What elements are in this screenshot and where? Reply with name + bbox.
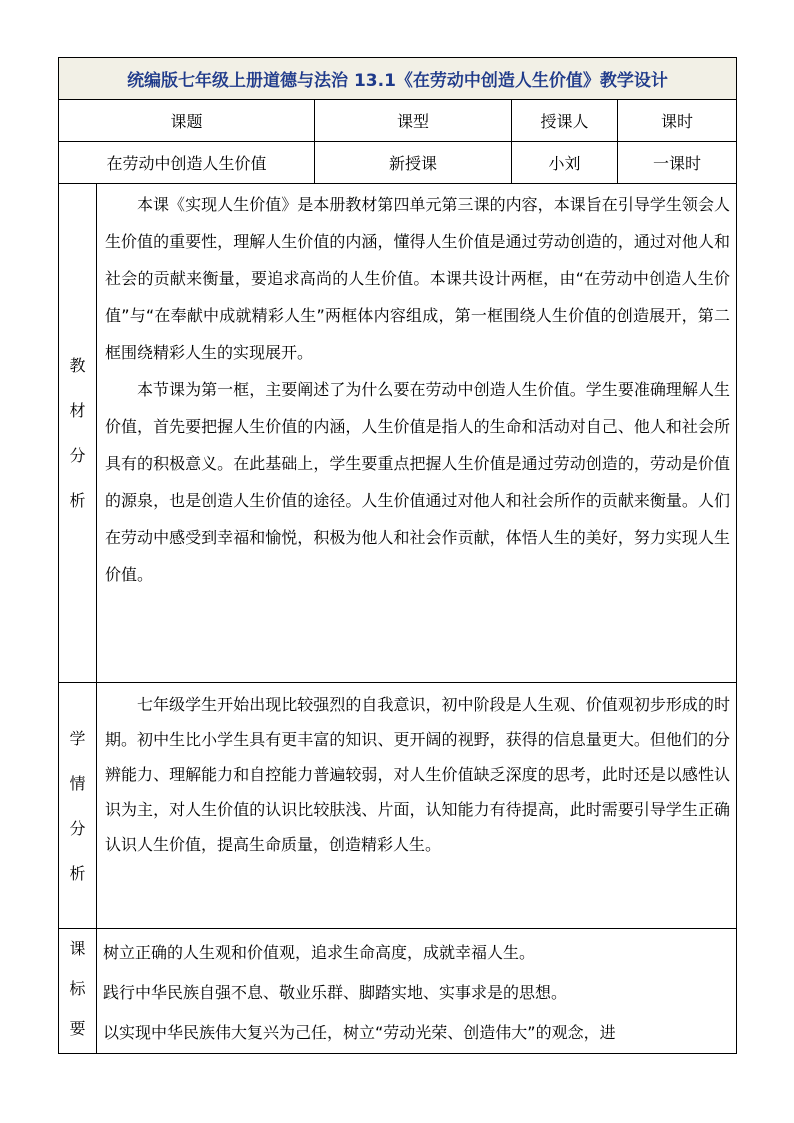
material-analysis-label: 教 材 分 析 — [59, 184, 97, 683]
material-analysis-row — [59, 184, 737, 683]
info-row — [59, 142, 737, 184]
header-topic: 课题 — [59, 100, 315, 142]
goal-item: 以实现中华民族伟大复兴为己任，树立“劳动光荣、创造伟大”的观念，进 — [103, 1023, 616, 1042]
student-analysis-row — [59, 683, 737, 929]
header-type: 课型 — [315, 100, 512, 142]
goals-content — [97, 929, 737, 1054]
header-hours: 课时 — [618, 100, 737, 142]
material-analysis-content — [97, 184, 737, 683]
material-paragraph: 本课《实现人生价值》是本册教材第四单元第三课的内容，本课旨在引导学生领会人生价值的重要性，理解人生价值的内涵，懂得人生价值是通过劳动创造的，通过对他人和社会的贡献来衡量，要追求高尚的人生价值。本课共设计两框，由“在劳动中创造人生价值”与“在奉献中成就精彩人生”两框体内容组成，第一框围绕人生价值的创造展开，第二框围绕精彩人生的实现展开。 — [105, 195, 730, 362]
info-hours: 一课时 — [618, 142, 737, 184]
document-title: 统编版七年级上册道德与法治 13.1《在劳动中创造人生价值》教学设计 — [59, 58, 737, 100]
info-topic: 在劳动中创造人生价值 — [59, 142, 315, 184]
material-paragraph: 本节课为第一框，主要阐述了为什么要在劳动中创造人生价值。学生要准确理解人生价值，首先要把握人生价值的内涵，人生价值是指人的生命和活动对自己、他人和社会所具有的积极意义。在此基础上，学生要重点把握人生价值是通过劳动创造的，劳动是价值的源泉，也是创造人生价值的途径。人生价值通过对他人和社会所作的贡献来衡量。人们在劳动中感受到幸福和愉悦，积极为他人和社会作贡献，体悟人生的美好，努力实现人生价值。 — [105, 380, 730, 584]
header-row — [59, 100, 737, 142]
goal-item: 树立正确的人生观和价值观，追求生命高度，成就幸福人生。 — [103, 943, 536, 962]
lesson-plan-sheet — [58, 57, 736, 1054]
header-teacher: 授课人 — [512, 100, 618, 142]
student-analysis-content — [97, 683, 737, 929]
goal-item: 践行中华民族自强不息、敬业乐群、脚踏实地、实事求是的思想。 — [103, 983, 568, 1002]
student-analysis-label: 学 情 分 析 — [59, 683, 97, 929]
goals-label: 课 标 要 — [59, 929, 97, 1054]
goals-row — [59, 929, 737, 1054]
info-type: 新授课 — [315, 142, 512, 184]
lesson-plan-table — [58, 57, 737, 1054]
student-paragraph: 七年级学生开始出现比较强烈的自我意识，初中阶段是人生观、价值观初步形成的时期。初中生比小学生具有更丰富的知识、更开阔的视野，获得的信息量更大。但他们的分辨能力、理解能力和自控能力普遍较弱，对人生价值缺乏深度的思考，此时还是以感性认识为主，对人生价值的认识比较肤浅、片面，认知能力有待提高，此时需要引导学生正确认识人生价值，提高生命质量，创造精彩人生。 — [105, 695, 730, 854]
info-teacher: 小刘 — [512, 142, 618, 184]
title-row — [59, 58, 737, 100]
